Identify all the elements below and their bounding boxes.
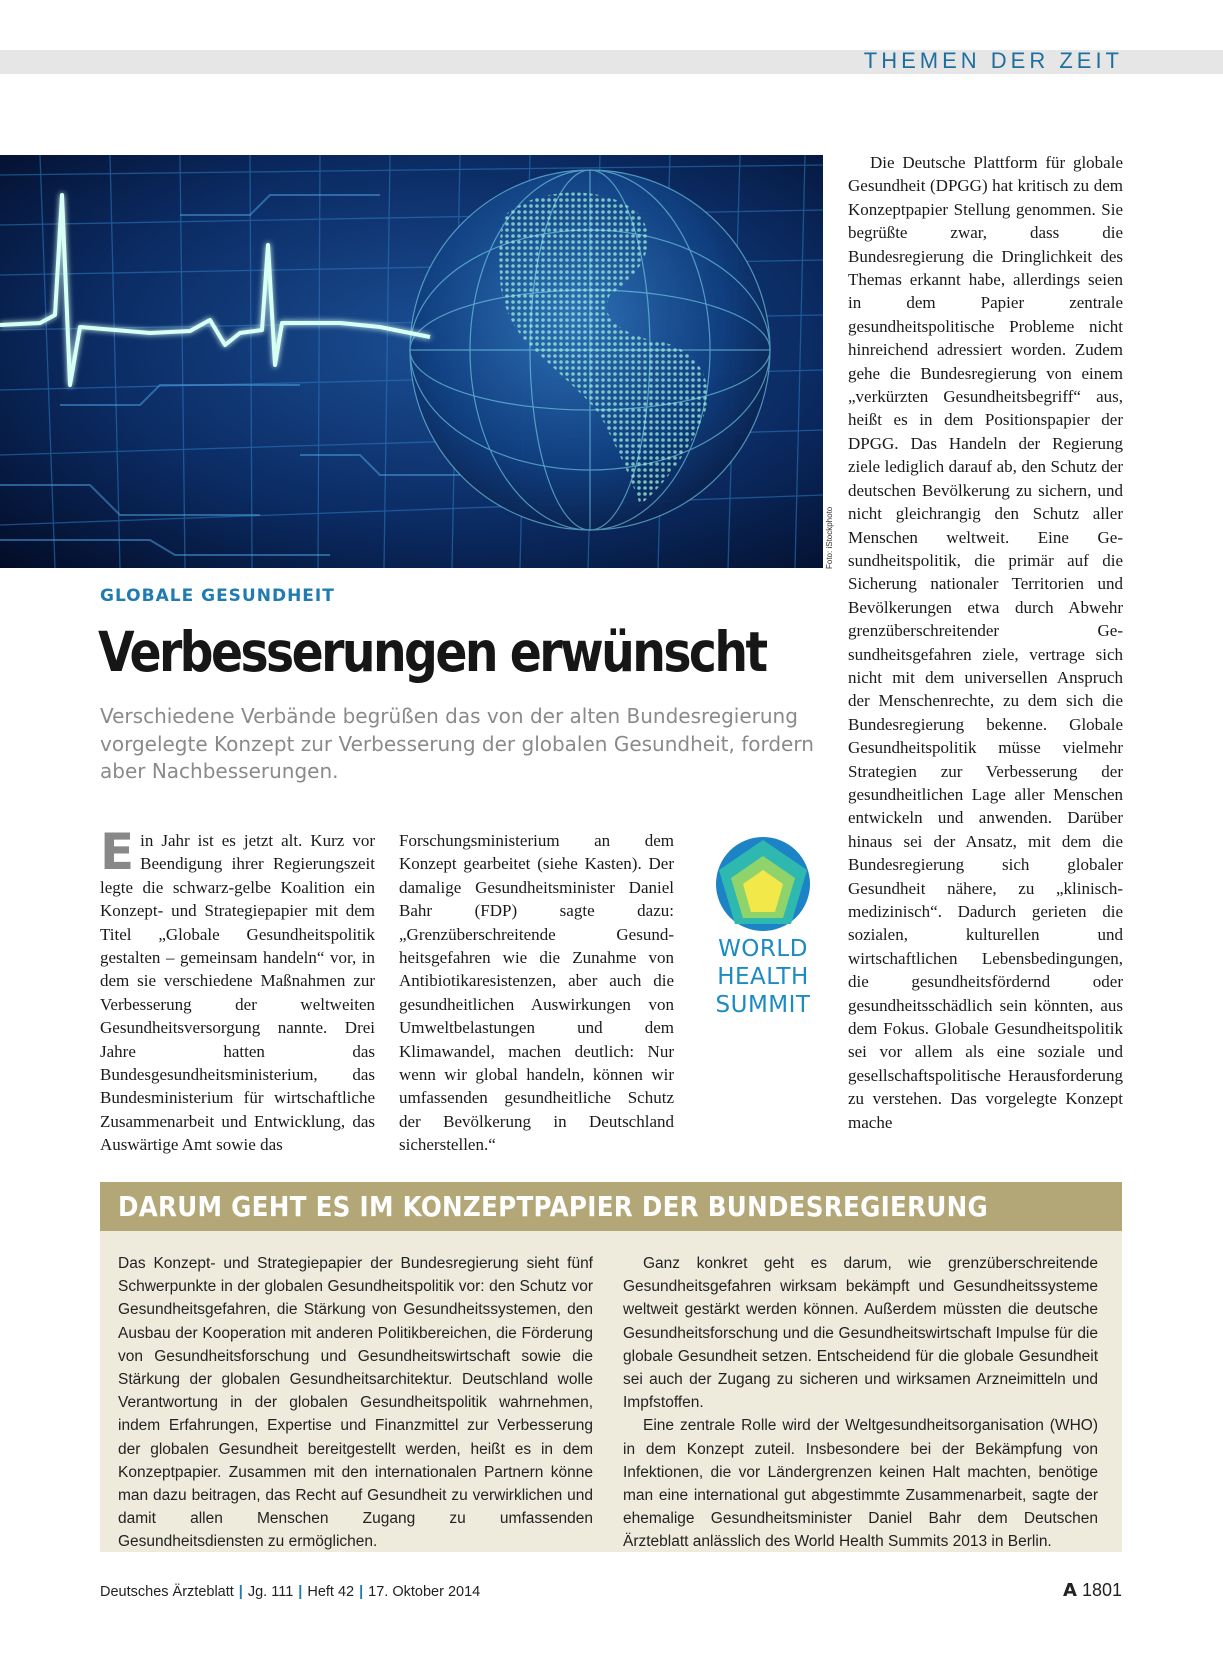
logo-wordmark: [707, 935, 819, 1019]
logo-line-1: WORLD: [718, 936, 808, 962]
info-box-column-2: [623, 1252, 1098, 1554]
page-number: [1063, 1580, 1122, 1601]
section-label: THEMEN DER ZEIT: [863, 48, 1123, 73]
column-2-text: Forschungsministerium an dem Konzept gearbeitet (siehe Kasten). Der damalige Gesundheitsminister Daniel Bahr (FDP) sagte dazu: „Grenzüberschreitende Gesundheitsgefahren wie die Zunahme von Antibiotikaresistenzen, aber auch die gesundheitlichen Auswirkungen von Umweltbelastungen und dem Klimawandel, machen deutlich: Nur wenn wir global handeln, können wir umfassenden gesundheitliche Schutz der Bevölkerung in Deutschland sicherstellen.“: [399, 831, 674, 1155]
info-box-header: [100, 1182, 1122, 1231]
logo-line-2: HEALTH: [717, 964, 809, 990]
article-headline: Verbesserungen erwünscht: [98, 620, 766, 684]
separator: |: [359, 1584, 364, 1600]
footer-citation: [100, 1584, 480, 1600]
article-column-3: [848, 151, 1123, 1134]
photo-credit: Foto: iStockphoto: [825, 506, 834, 569]
info-box: [100, 1182, 1122, 1552]
info-box-paragraph: Ganz konkret geht es darum, wie grenzüberschreitende Gesundheitsgefahren wirksam bekämpft und Gesundheitssysteme weltweit gestärkt werden können. Außerdem müssten die deutsche Gesundheitsforschung und die Gesundheitswirtschaft Impulse für die globale Gesundheit setzen. Entscheidend für die globale Gesundheit sei auch der Zugang zu sicheren und wirksamen Arzneimitteln und Impfstoffen.: [623, 1255, 1098, 1412]
article-column-2: [399, 829, 674, 1157]
column-3-text: Die Deutsche Plattform für globale Gesundheit (DPGG) hat kritisch zu dem Konzeptpapier Stellung genommen. Sie begrüßte zwar, dass die Bundesregierung die Dringlichkeit des Themas erkannt habe, allerdings seien in dem Papier zentrale gesundheitspolitische Probleme nicht hinreichend adressiert worden. Zudem gehe die Bundesregierung von einem „verkürzten Gesundheitsbegriff“ aus, heißt es in dem Positionspapier der DPGG. Das Handeln der Regierung ziele lediglich darauf ab, den Schutz der deutschen Bevölkerung zu sichern, und nicht gleichrangig den Schutz aller Menschen weltweit. Eine Gesundheitspolitik, die primär auf die Sicherung nationaler Territorien und Bevölkerungen etwa durch Abwehr grenzüberschreitender Gesundheitsgefahren ziele, vertrage sich nicht mit dem universellen Anspruch der Menschenrechte, zu dem sich die Bundesregierung bekenne. Globale Gesundheitspolitik müsse vielmehr Strategien zur Verbesserung der gesundheitlichen Lage aller Menschen entwickeln und anwenden. Darüber hinaus sei der Ansatz, mit dem die Bundesregierung sich globaler Gesundheit nähere, zu „klinisch-medizinisch“. Dadurch gerieten die sozialen, kulturellen und wirtschaftlichen Lebensbedingungen, die gesundheitsfördernd oder gesundheitsschädlich sein könnten, aus dem Fokus. Globale Gesundheitspolitik sei vor allem als eine soziale und gesellschaftspolitische Herausforderung zu verstehen. Das vorgelegte Konzept mache: [848, 153, 1123, 1132]
journal-name: Deutsches Ärzteblatt: [100, 1584, 234, 1600]
article-column-1: [100, 823, 375, 1157]
article-deck: Verschiedene Verbände begrüßen das von der alten Bundesregierung vorgelegte Konzept zur Verbesserung der globalen Gesundheit, fordern aber Nachbesserungen.: [100, 704, 814, 783]
journal-issue: Heft 42: [307, 1584, 355, 1600]
column-1-text: in Jahr ist es jetzt alt. Kurz vor Beendigung ihrer Regierungszeit legte die schwarz-gelbe Koalition ein Konzept- und Strategiepapier mit dem Titel „Globale Gesundheitspolitik gestalten – gemeinsam handeln“ vor, in dem sie verschiedene Maßnahmen zur Verbesserung der weltweiten Gesundheitsversorgung nannte. Drei Jahre hatten das Bundesgesundheitsministerium, das Bundesministerium für wirtschaftliche Zusammenarbeit und Entwicklung, das Auswärtige Amt sowie das: [100, 831, 375, 1155]
issue-date: 17. Oktober 2014: [368, 1584, 481, 1600]
page-prefix: A: [1063, 1580, 1077, 1601]
journal-volume: Jg. 111: [247, 1584, 294, 1600]
info-box-paragraph: Eine zentrale Rolle wird der Weltgesundheitsorganisation (WHO) in dem Konzept zuteil. Insbesondere bei der Bekämpfung von Infektionen, die vor Ländergrenzen keinen Halt machten, benötige man eine international gut abgestimmte Zusammenarbeit, sagte der ehemalige Gesundheitsminister Daniel Bahr dem Deutschen Ärzteblatt anlässlich des World Health Summits 2013 in Berlin.: [623, 1417, 1098, 1551]
info-box-paragraph: Das Konzept- und Strategiepapier der Bundesregierung sieht fünf Schwerpunkte in der globalen Gesundheitspolitik vor: den Schutz vor Gesundheitsgefahren, die Stärkung von Gesundheitssystemen, den Ausbau der Kooperation mit anderen Politikbereichen, die Förderung von Gesundheitsforschung und Gesundheitswirtschaft sowie die Stärkung der globalen Gesundheitsarchitektur. Deutschland wolle Verantwortung in der globalen Gesundheitspolitik wahrnehmen, indem Erfahrungen, Expertise und Finanzmittel zur Verbesserung der globalen Gesundheit bereitgestellt werden, heißt es in dem Konzeptpapier. Zusammen mit den internationalen Partnern könne man dazu beitragen, das Recht auf Gesundheit zu verwirklichen und damit allen Menschen Zugang zu umfassenden Gesundheitsdiensten zu ermöglichen.: [118, 1255, 593, 1551]
separator: |: [238, 1584, 243, 1600]
drop-cap: E: [100, 823, 135, 881]
separator: |: [298, 1584, 303, 1600]
logo-line-3: SUMMIT: [715, 992, 811, 1018]
info-box-column-1: [118, 1252, 593, 1554]
article-kicker: GLOBALE GESUNDHEIT: [100, 586, 335, 606]
logo-emblem-icon: [707, 832, 819, 932]
hero-image: [0, 155, 823, 568]
page-number-value: 1801: [1081, 1580, 1122, 1600]
info-box-title: DARUM GEHT ES IM KONZEPTPAPIER DER BUNDESREGIERUNG: [118, 1190, 989, 1223]
